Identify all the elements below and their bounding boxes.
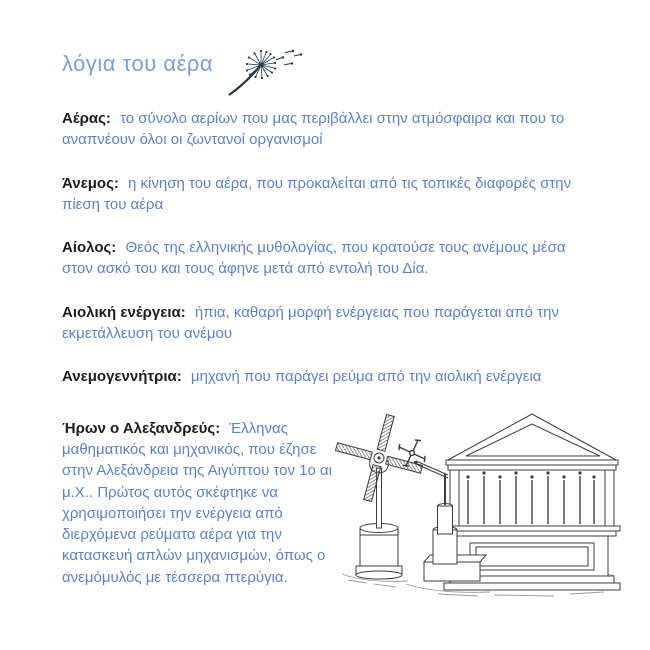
term-label: Αιολική ενέργεια: — [62, 303, 186, 321]
glossary-entry-anemos — [62, 173, 592, 216]
glossary-entry-aiolos — [62, 237, 592, 280]
glossary-entry-aioliki-energeia — [62, 302, 592, 345]
dandelion-icon — [223, 44, 303, 98]
glossary — [62, 108, 592, 605]
title-row — [62, 50, 592, 98]
term-label: Αίολος: — [62, 239, 117, 257]
heron-wind-organ-illustration — [334, 404, 622, 605]
term-definition: ήπια, καθαρή μορφή ενέργειας που παράγεται από την εκμετάλλευση του ανέμου — [62, 303, 559, 343]
term-definition: Θεός της ελληνικής μυθολογίας, που κρατούσε τους ανέμους μέσα στον ασκό του και τους άφηνε μετά από εντολή του Δία. — [62, 239, 566, 278]
glossary-entry-heron — [62, 418, 592, 605]
term-definition: το σύνολο αερίων που μας περιβάλλει στην ατμόσφαιρα και που το αναπνέουν όλοι οι ζωντανοί οργανισμοί — [62, 110, 565, 149]
term-label: Αέρας: — [62, 110, 111, 127]
term-definition: η κίνηση του αέρα, που προκαλείται από τις τοπικές διαφορές στην πίεση του αέρα — [62, 174, 572, 213]
term-definition: μηχανή που παράγει ρεύμα από την αιολική ενέργεια — [190, 368, 542, 386]
term-definition: Έλληνας μαθηματικός και μηχανικός, που έζησε στην Αλεξάνδρεια της Αιγύπτου τον 1ο αι μ.Χ.. Πρώτος αυτός σκέφτηκε να χρησιμοποιήσει την ενέργεια από διερχόμενα ρεύματα αέρα για την κατασκευή απλών μηχανισμών, όπως ο ανεμόμυλός με τέσσερα πτερύγια. — [62, 419, 333, 586]
heron-text — [62, 418, 334, 588]
heron-wind-organ-drawing-icon — [334, 404, 622, 600]
glossary-entry-aeras — [62, 108, 592, 151]
term-label: Ήρων ο Αλεξανδρεύς: — [62, 419, 221, 437]
page-title: λόγια του αέρα — [62, 51, 214, 76]
glossary-entry-anemogennitria — [62, 366, 592, 387]
term-label: Ανεμογεννήτρια: — [62, 368, 182, 386]
term-label: Άνεμος: — [62, 174, 119, 192]
